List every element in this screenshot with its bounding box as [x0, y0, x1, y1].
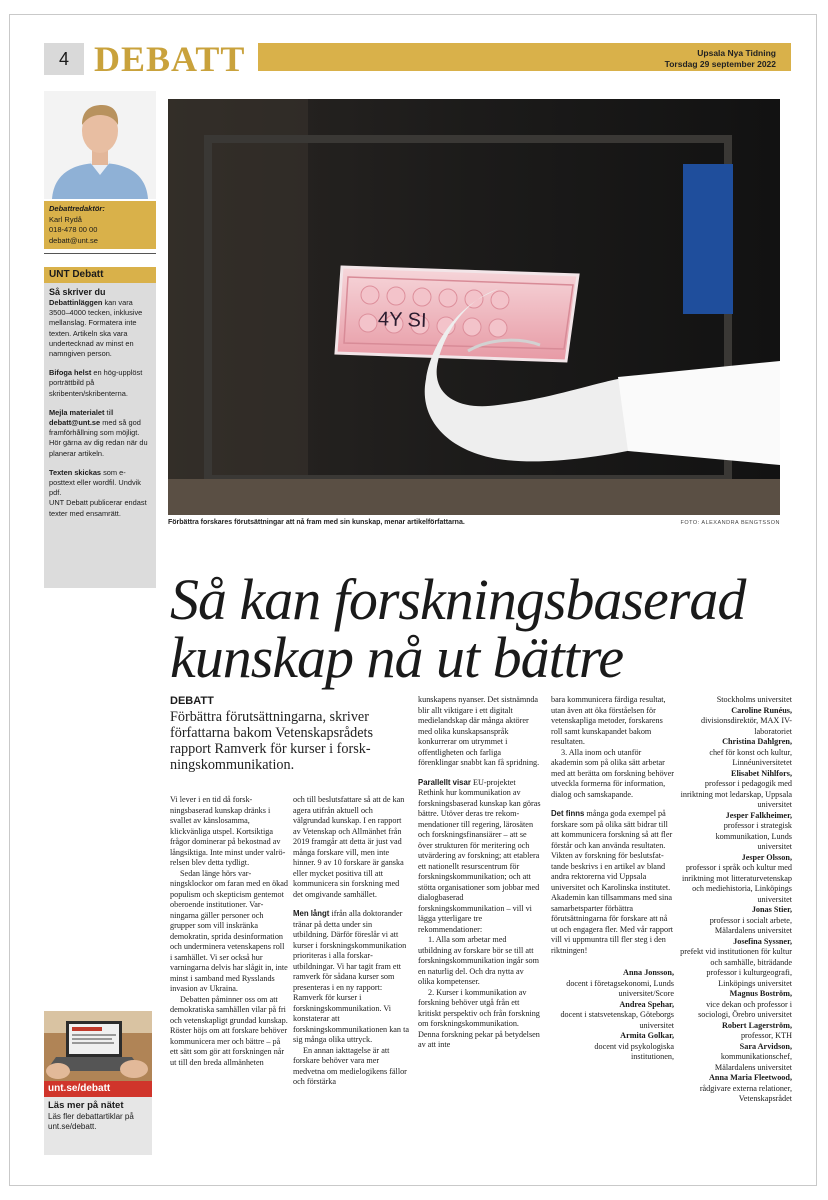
author-name: Christina Dahlgren,: [722, 737, 792, 746]
body-paragraph: Debatten påminner oss om att demokratiska samhällen vilar på fri och vetenskapligt grundad kunskap. Röster höjs om att forskare behöver kommunicera mer och bättre – på ett sätt som gör att forskningen når ut till den breda allmänheten: [170, 994, 288, 1067]
guideline-exclusive: UNT Debatt publicerar endast texter med ensamrätt.: [49, 498, 147, 518]
body-paragraph: Parallellt visar EU-projektet Rethink hur kommunikation av forskningsbaserad kunskap kan göras bättre. Utöver deras tre rekommendationer till regering, lärosäten och forskningsfinansiärer – att se över strukturen för meritering och utvärdering av forskning; att etablera ett nationellt resurscentrum för forskningskommunikation; och att stötta organisationer som jobbar med dialogbaserad forskningskommunikation – vill vi lägga ytterligare tre rekommendationer:: [418, 777, 541, 934]
author-role: docent i företagsekonomi, Lunds universitet/Score: [566, 978, 674, 998]
page-number: 4: [44, 43, 84, 75]
editor-contact: [44, 201, 156, 249]
author-name: Robert Lagerström,: [721, 1020, 792, 1030]
guideline-length: Debattinläggen kan vara 3500–4000 tecken, inklusive mellanslag. Formatera inte texten. Artikeln ska vara undertecknad av minst en namngiven person.: [49, 298, 143, 359]
laptop-image: [44, 1011, 152, 1081]
divider: [44, 253, 156, 254]
lead-photo: [168, 99, 780, 515]
author-role: rådgivare externa relationer, Vetenskapsrådet: [699, 1083, 792, 1103]
author-role: professor i språk och kultur med inriktning mot litteraturvetenskap och mediehistoria, Linköpings universitet: [681, 863, 792, 904]
submission-guidelines: [44, 283, 156, 588]
author-role: Stockholms universitet: [716, 695, 792, 704]
headline-line-1: Så kan forskningsbaserad: [170, 567, 746, 632]
read-more-text: Läs fler debattartiklar på unt.se/debatt.: [48, 1112, 134, 1131]
author-name: Jesper Olsson,: [741, 852, 792, 862]
author-role: vice dekan och professor i sociologi, Örebro universitet: [698, 999, 792, 1019]
body-paragraph: 1. Alla som arbetar med utbildning av forskare bör se till att forskningskommunikation ingår som en naturlig del. Och dra nytta av olika kompetenser.: [418, 935, 539, 986]
photo-caption: Förbättra forskares förutsättningar att nå fram med sin kunskap, menar artikelförfattarna.: [168, 519, 465, 526]
author-role: professor, KTH: [740, 1031, 792, 1040]
author-name: Jonas Stier,: [751, 905, 792, 914]
article-column-4: [551, 695, 674, 1063]
author-role: docent vid psykologiska institutionen,: [594, 1041, 674, 1061]
guidelines-title: Så skriver du: [49, 287, 106, 297]
author-role: professor i socialt arbete, Mälardalens universitet: [709, 915, 792, 935]
article-column-3: [418, 695, 542, 1051]
read-more-box: [44, 1097, 152, 1155]
body-paragraph: och till beslutsfattare så att de kan agera utifrån aktuell och välgrundad kunskap. I en rapport av Vetenskap och Allmänhet från 2019 framgår att detta är just vad många forskare vill, men inte hinner. 9 av 10 forskare är ganska eller mycket positiva till att kommunicera sin forskning med det omgivande samhället.: [293, 795, 405, 899]
article-ingress: Förbättra förutsättningarna, skriver författarna bakom Vetenskapsrådets rapport Ramverk för kurser i forskningskommunikation.: [170, 709, 374, 773]
body-paragraph: 2. Kurser i kommunikation av forskning behöver utgå från ett kritiskt perspektiv och från forskning om forskningskommunikation. Denna forskning pekar på betydelsen av att inte: [418, 987, 540, 1049]
headline: [170, 567, 790, 690]
author-role: prefekt vid institutionen för kultur och samhälle, biträdande professor i kulturgeografi, Linköpings universitet: [680, 947, 792, 988]
author-role: chef för konst och kultur, Linnéuniversitetet: [709, 747, 792, 767]
guideline-format: Texten skickas som e-posttext eller wordfil. Undvik pdf.: [49, 467, 142, 498]
debate-link[interactable]: unt.se/debatt: [44, 1081, 152, 1097]
photo-credit: FOTO: ALEXANDRA BENGTSSON: [680, 520, 780, 526]
editor-label: Debattredaktör:: [49, 204, 105, 213]
guideline-email: Mejla materialet till debatt@unt.se med så god framförhållning som möjligt. Hör gärna av dig redan när du planerar artikeln.: [49, 407, 148, 458]
author-role: divisionsdirektör, MAX IV-laboratoriet: [700, 716, 792, 736]
read-more-title: Läs mer på nätet: [48, 1100, 124, 1111]
masthead-info: [665, 48, 776, 70]
signature-block: [680, 695, 792, 1105]
article-kicker: DEBATT: [170, 695, 214, 707]
author-name: Andrea Spehar,: [619, 999, 674, 1009]
headline-line-2: kunskap nå ut bättre: [170, 625, 624, 690]
author-role: kommunikationschef, Mälardalens universitet: [714, 1052, 792, 1072]
author-name: Anna Maria Fleetwood,: [708, 1073, 792, 1082]
editor-name: Karl Rydå: [49, 214, 82, 224]
guideline-photo: Bifoga helst en hög-upplöst porträttbild på skribenten/skribenterna.: [49, 368, 143, 398]
author-role: professor i pedagogik med inriktning mot ledarskap, Uppsala universitet: [680, 779, 792, 809]
author-name: Josefina Syssner,: [733, 936, 792, 946]
author-name: Jesper Falkheimer,: [725, 810, 792, 820]
author-name: Magnus Boström,: [729, 989, 792, 998]
body-paragraph: 3. Alla inom och utanför akademin som på olika sätt arbetar med att berätta om forskning behöver utveckla formerna för information, dialog och samskapande.: [551, 747, 675, 799]
plate-label: 4Y SI: [377, 308, 427, 332]
editor-portrait: [44, 91, 156, 199]
author-name: Sara Arvidson,: [739, 1041, 792, 1051]
author-name: Armita Golkar,: [620, 1031, 674, 1040]
section-title: DEBATT: [94, 39, 246, 79]
body-paragraph: Men långt ifrån alla doktorander tränar på detta under sin utbildning. Därför föreslår vi att kurser i forskningskommunikation prioriteras i alla forskarutbildningar. Vi har tagit fram ett ramverk för sådana kurser som presenteras i en ny rapport: Ramverk för kurser i forskningskommunikation. Vi konstaterar att forskningskommunikationen kan ta sig många olika uttryck.: [293, 909, 409, 1044]
author-name: Anna Jonsson,: [623, 968, 674, 977]
author-role: docent i statsvetenskap, Göteborgs universitet: [560, 1010, 674, 1030]
paper-name: Upsala Nya Tidning: [697, 48, 776, 58]
author-name: Caroline Runéus,: [731, 705, 792, 715]
editor-phone: 018-478 00 00: [49, 225, 98, 234]
body-paragraph: Vi lever i en tid då forskningsbaserad kunskap dränks i svallet av känslosamma, klickvänliga utspel. Kortsiktiga frågor dominerar på bekostnad av långsiktiga. Inte minst under valrörelsen blev detta tydligt.: [170, 795, 286, 867]
author-role: professor i strategisk kommunikation, Lunds universitet: [715, 821, 792, 851]
body-paragraph: Sedan länge hörs varningsklockor om faran med en ökad populism och skepticism gentemot oberoende institutioner. Varningarna gäller personer och grupper som vill inskränka demokratin, sprida desinformation och underminera vetenskapens roll i samhället. Vi ser också hur varningarna delvis har slågit in, inte minst i samband med Rysslands invasion av Ukraina.: [170, 868, 289, 993]
signature-block: [551, 968, 674, 1063]
article-column-1: [170, 795, 288, 1068]
body-paragraph: kunskapens nyanser. Det sistnämnda blir allt viktigare i ett digitalt medielandskap där många aktörer med olika kunskapsanspråk konkurrerar om utrymmet i offentligheten och farliga förenklingar snabbt kan få spridning.: [418, 695, 540, 767]
body-paragraph: bara kommunicera färdiga resultat, utan även att öka förståelsen för vetenskapliga metoder, forskarens roll samt kunskapandet bakom resultaten.: [551, 695, 666, 746]
author-name: Elisabet Nihlfors,: [731, 768, 792, 778]
body-paragraph: Det finns många goda exempel på forskare som på olika sätt bidrar till att kommunicera forskning så att fler förstår och kan använda resultaten. Vikten av forskning för beslutsfattande beskrivs i en artikel av bland andra rektorerna vid Uppsala universitet och Karolinska institutet. Akademin kan tillsammans med sina samarbetsparter förbättra förutsättningarna för forskare att nå ut och engagera fler. Med vår rapport vill vi uppmuntra till fler steg i den riktningen!: [551, 809, 674, 955]
article-column-2: [293, 795, 409, 1088]
article-column-5: [680, 695, 792, 1105]
editor-email: debatt@unt.se: [49, 235, 98, 245]
info-heading: UNT Debatt: [44, 267, 156, 283]
issue-date: Torsdag 29 september 2022: [664, 59, 776, 69]
body-paragraph: En annan iakttagelse är att forskare behöver vara mer medvetna om medielogikens fällor och förstärka: [293, 1045, 407, 1086]
newspaper-page: [9, 14, 817, 1186]
